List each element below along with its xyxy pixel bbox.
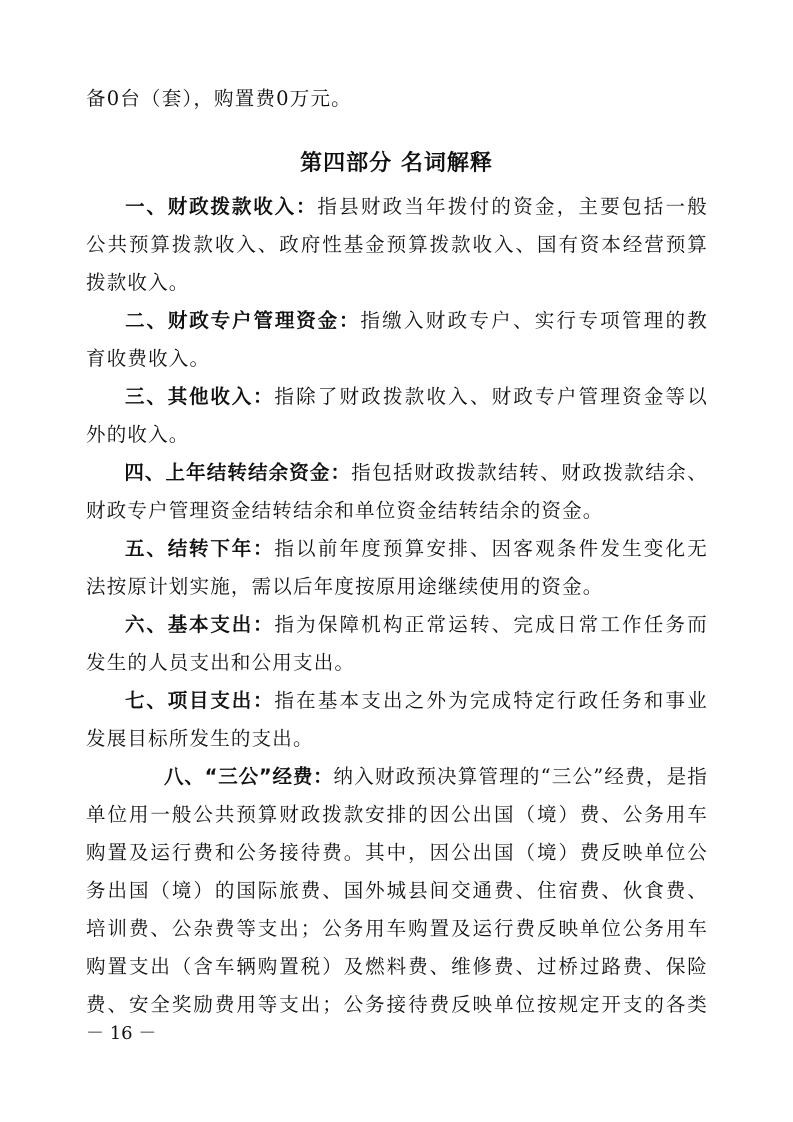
definition-2-line-2: 育收费收入。 — [86, 347, 211, 370]
definition-8-line-7: 费、安全奖励费用等支出；公务接待费反映单位按规定开支的各类 — [86, 993, 708, 1016]
definition-6-line-1 — [86, 610, 708, 640]
definition-3-line-2: 外的收入。 — [86, 423, 190, 446]
definition-text: 指除了财政拨款收入、财政专户管理资金等以 — [274, 385, 708, 408]
definition-text: 指缴入财政专户、实行专项管理的教 — [360, 309, 708, 332]
definition-8-line-4: 务出国（境）的国际旅费、国外城县间交通费、住宿费、伙食费、 — [86, 879, 708, 902]
definition-8-line-1 — [86, 762, 708, 792]
term-other-income: 三、其他收入： — [124, 385, 275, 408]
definition-8-line-5: 培训费、公杂费等支出；公务用车购置及运行费反映单位公务用车 — [86, 917, 708, 940]
definition-8-line-3: 购置及运行费和公务接待费。其中，因公出国（境）费反映单位公 — [86, 841, 708, 864]
definition-text: 指包括财政拨款结转、财政拨款结余、 — [351, 461, 708, 484]
term-carryover-funds: 四、上年结转结余资金： — [124, 461, 352, 484]
term-fiscal-appropriation-income: 一、财政拨款收入： — [124, 195, 318, 218]
definition-text: 指为保障机构正常运转、完成日常工作任务而 — [274, 613, 708, 636]
definition-4-line-1 — [86, 458, 708, 488]
definition-4-line-2: 财政专户管理资金结转结余和单位资金结转结余的资金。 — [86, 499, 604, 522]
definition-8-line-2: 单位用一般公共预算财政拨款安排的因公出国（境）费、公务用车 — [86, 803, 708, 826]
definition-3-line-1 — [86, 382, 708, 412]
term-carry-to-next-year: 五、结转下年： — [124, 537, 275, 560]
definition-5-line-1 — [86, 534, 708, 564]
definition-7-line-1 — [86, 686, 708, 716]
definition-text: 指以前年度预算安排、因客观条件发生变化无 — [274, 537, 708, 560]
term-fiscal-special-account-funds: 二、财政专户管理资金： — [124, 309, 361, 332]
definition-1-line-2: 公共预算拨款收入、政府性基金预算拨款收入、国有资本经营预算 — [86, 233, 708, 256]
term-three-public-expenses: 八、“三公”经费： — [164, 765, 334, 788]
definition-text: 纳入财政预决算管理的“三公”经费，是指 — [333, 765, 708, 788]
term-project-expenditure: 七、项目支出： — [124, 689, 275, 712]
paragraph-line: 备0台（套），购置费0万元。 — [86, 87, 352, 110]
definition-8-line-6: 购置支出（含车辆购置税）及燃料费、维修费、过桥过路费、保险 — [86, 955, 708, 978]
definition-1-line-3: 拨款收入。 — [86, 271, 190, 294]
section-heading: 第四部分 名词解释 — [300, 151, 493, 176]
definition-6-line-2: 发生的人员支出和公用支出。 — [86, 651, 356, 674]
definition-text: 指在基本支出之外为完成特定行政任务和事业 — [274, 689, 708, 712]
definition-1-line-1 — [86, 192, 708, 222]
definition-2-line-1 — [86, 306, 708, 336]
term-basic-expenditure: 六、基本支出： — [124, 613, 275, 636]
definition-text: 指县财政当年拨付的资金，主要包括一般 — [317, 195, 708, 218]
definition-5-line-2: 法按原计划实施，需以后年度按原用途继续使用的资金。 — [86, 575, 604, 598]
page-number: － 16 － — [86, 1023, 157, 1044]
definition-7-line-2: 发展目标所发生的支出。 — [86, 727, 314, 750]
